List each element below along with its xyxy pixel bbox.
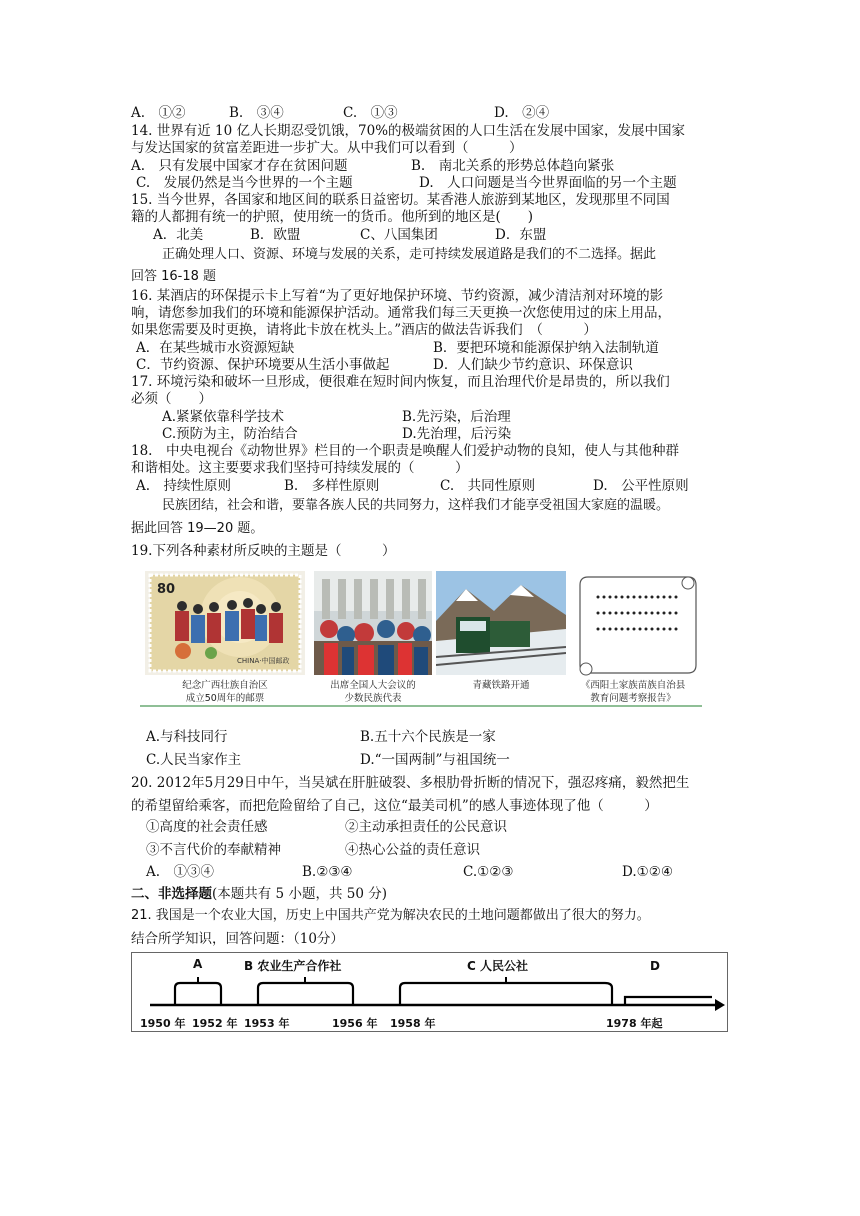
- section2-title: 二、非选择题: [131, 886, 212, 902]
- delegates-photo: [314, 571, 432, 675]
- q19-option-b: B.五十六个民族是一家: [360, 729, 496, 745]
- q17-option-d: D.先治理，后污染: [402, 426, 512, 442]
- q13-option-c: C. ①③: [343, 105, 398, 121]
- q15-stem-line2: 籍的人都拥有统一的护照，使用统一的货币。他所到的地区是( ): [131, 209, 534, 225]
- section2-heading: [131, 885, 387, 903]
- q19-option-c: C.人民当家作主: [146, 752, 242, 768]
- timeline-year-1953: 1953 年: [244, 1017, 290, 1030]
- q20-option-c: C.①②③: [463, 864, 514, 880]
- q16-stem-line1: 16. 某酒店的环保提示卡上写着“为了更好地保护环境、节约资源，减少清洁剂对环境的影: [131, 288, 664, 304]
- q18-option-d: D. 公平性原则: [593, 478, 689, 494]
- q16-option-b: B．要把环境和能源保护纳入法制轨道: [433, 340, 659, 356]
- caption-report-line1: 《西阳土家族苗族自治县: [580, 680, 686, 691]
- section2-note: (本题共有 5 小题，共 50 分): [212, 886, 387, 902]
- bracket-a: [175, 983, 221, 1005]
- timeline-year-1950: 1950 年: [140, 1017, 186, 1030]
- intro-16-18-line2: 回答 16-18 题: [131, 269, 217, 284]
- caption-report-line2: 教育问题考察报告》: [590, 693, 676, 704]
- q15-option-b: B．欧盟: [250, 227, 301, 243]
- bracket-b: [258, 983, 353, 1005]
- q20-item-1: ①高度的社会责任感: [146, 819, 268, 835]
- q17-option-c: C.预防为主，防治结合: [162, 426, 298, 442]
- caption-delegates-line1: 出席全国人大会议的: [330, 680, 416, 691]
- q20-option-a: A. ①③④: [146, 864, 215, 880]
- q20-option-d: D.①②④: [622, 864, 673, 880]
- intro-19-20-line1: 民族团结，社会和谐，要靠各族人民的共同努力，这样我们才能享受祖国大家庭的温暖。: [162, 498, 670, 513]
- q21-stem-line1: 21. 我国是一个农业大国，历史上中国共产党为解决农民的土地问题都做出了很大的努力。: [131, 908, 650, 923]
- q14-stem-line2: 与发达国家的贫富差距进一步扩大。从中我们可以看到（ ）: [131, 140, 523, 156]
- q14-stem-line1: 14. 世界有近 10 亿人长期忍受饥饿，70%的极端贫困的人口生活在发展中国家，发展中国家: [131, 123, 686, 139]
- q17-option-b: B.先污染，后治理: [402, 409, 511, 425]
- q16-stem-line2: 响，请您参加我们的环境和能源保护活动。通常我们每三天更换一次您使用过的床上用品，: [131, 305, 671, 321]
- q18-stem-line1: 18. 中央电视台《动物世界》栏目的一个职责是唤醒人们爱护动物的良知，使人与其他种群: [131, 443, 679, 459]
- report-scroll: [570, 571, 702, 679]
- caption-railway: [440, 679, 562, 692]
- railway-photo: [436, 571, 566, 675]
- q16-stem-line3: 如果您需要及时更换，请将此卡放在枕头上。”酒店的做法告诉我们 （ ）: [131, 322, 597, 338]
- caption-railway-line1: 青藏铁路开通: [472, 680, 530, 691]
- q19-option-d: D.“一国两制”与祖国统一: [360, 752, 510, 768]
- timeline-label-c: C 人民公社: [467, 959, 528, 973]
- q19-picture-strip: [140, 567, 702, 707]
- q14-option-c: C. 发展仍然是当今世界的一个主题: [136, 175, 353, 191]
- caption-stamp: [145, 679, 305, 705]
- intro-19-20-line2: 据此回答 19—20 题。: [131, 521, 264, 536]
- q16-option-c: C．节约资源、保护环境要从生活小事做起: [136, 357, 390, 373]
- q13-option-b: B. ③④: [229, 105, 284, 121]
- q14-option-a: A. 只有发展中国家才存在贫困问题: [131, 158, 348, 174]
- intro-16-18-line1: 正确处理人口、资源、环境与发展的关系，走可持续发展道路是我们的不二选择。据此: [162, 247, 657, 262]
- timeline-label-a: A: [193, 957, 203, 971]
- q15-option-c: C、八国集团: [360, 227, 438, 243]
- bracket-c: [400, 983, 612, 1005]
- q15-option-d: D．东盟: [495, 227, 547, 243]
- q20-stem-line2: 的希望留给乘客，而把危险留给了自己，这位“最美司机”的感人事迹体现了他（ ）: [131, 798, 658, 814]
- q15-option-a: A．北美: [153, 227, 204, 243]
- land-policy-timeline: [131, 952, 728, 1032]
- timeline-label-b: B 农业生产合作社: [244, 959, 342, 973]
- q16-option-d: D．人们缺少节约意识、环保意识: [433, 357, 633, 373]
- q18-stem-line2: 和谐相处。这主要要求我们坚持可持续发展的（ ）: [131, 460, 469, 476]
- q17-option-a: A.紧紧依靠科学技术: [162, 409, 285, 425]
- timeline-label-d: D: [650, 959, 660, 973]
- stamp-image: [145, 571, 305, 675]
- stamp-brand: CHINA·中国邮政: [237, 657, 290, 665]
- caption-delegates-line2: 少数民族代表: [344, 693, 402, 704]
- caption-stamp-line2: 成立50周年的邮票: [185, 693, 265, 704]
- q17-stem-line1: 17. 环境污染和破坏一旦形成，便很难在短时间内恢复，而且治理代价是昂贵的，所以我们: [131, 374, 670, 390]
- q19-stem: 19.下列各种素材所反映的主题是（ ）: [131, 543, 396, 559]
- q14-option-d: D. 人口问题是当今世界面临的另一个主题: [419, 175, 677, 191]
- q18-option-b: B. 多样性原则: [284, 478, 380, 494]
- caption-delegates: [306, 679, 440, 705]
- stamp-value: 80: [157, 582, 176, 597]
- q13-option-d: D. ②④: [494, 105, 550, 121]
- caption-stamp-line1: 纪念广西壮族自治区: [182, 680, 268, 691]
- q20-item-4: ④热心公益的责任意识: [345, 842, 480, 858]
- timeline-year-1956: 1956 年: [332, 1017, 378, 1030]
- q21-stem-line2: 结合所学知识，回答问题：（10分）: [131, 931, 344, 947]
- q20-option-b: B.②③④: [302, 864, 353, 880]
- caption-report: [564, 679, 702, 705]
- q20-item-2: ②主动承担责任的公民意识: [345, 819, 507, 835]
- q19-option-a: A.与科技同行: [146, 729, 228, 745]
- q18-option-a: A. 持续性原则: [136, 478, 232, 494]
- q17-stem-line2: 必须（ ）: [131, 391, 212, 407]
- q20-stem-line1: 20. 2012年5月29日中午，当吴斌在肝脏破裂、多根肋骨折断的情况下，强忍疼痛，毅然把生: [131, 775, 690, 791]
- timeline-year-1978: 1978 年起: [606, 1017, 663, 1030]
- q18-option-c: C. 共同性原则: [440, 478, 536, 494]
- timeline-year-1958: 1958 年: [390, 1017, 436, 1030]
- timeline-year-1952: 1952 年: [192, 1017, 238, 1030]
- q15-stem-line1: 15. 当今世界，各国家和地区间的联系日益密切。某香港人旅游到某地区，发现那里不同国: [131, 192, 670, 208]
- q13-option-a: A. ①②: [131, 105, 186, 121]
- timeline-arrowhead: [715, 999, 725, 1011]
- q14-option-b: B. 南北关系的形势总体趋向紧张: [411, 158, 615, 174]
- q16-option-a: A．在某些城市水资源短缺: [136, 340, 295, 356]
- q20-item-3: ③不言代价的奉献精神: [146, 842, 281, 858]
